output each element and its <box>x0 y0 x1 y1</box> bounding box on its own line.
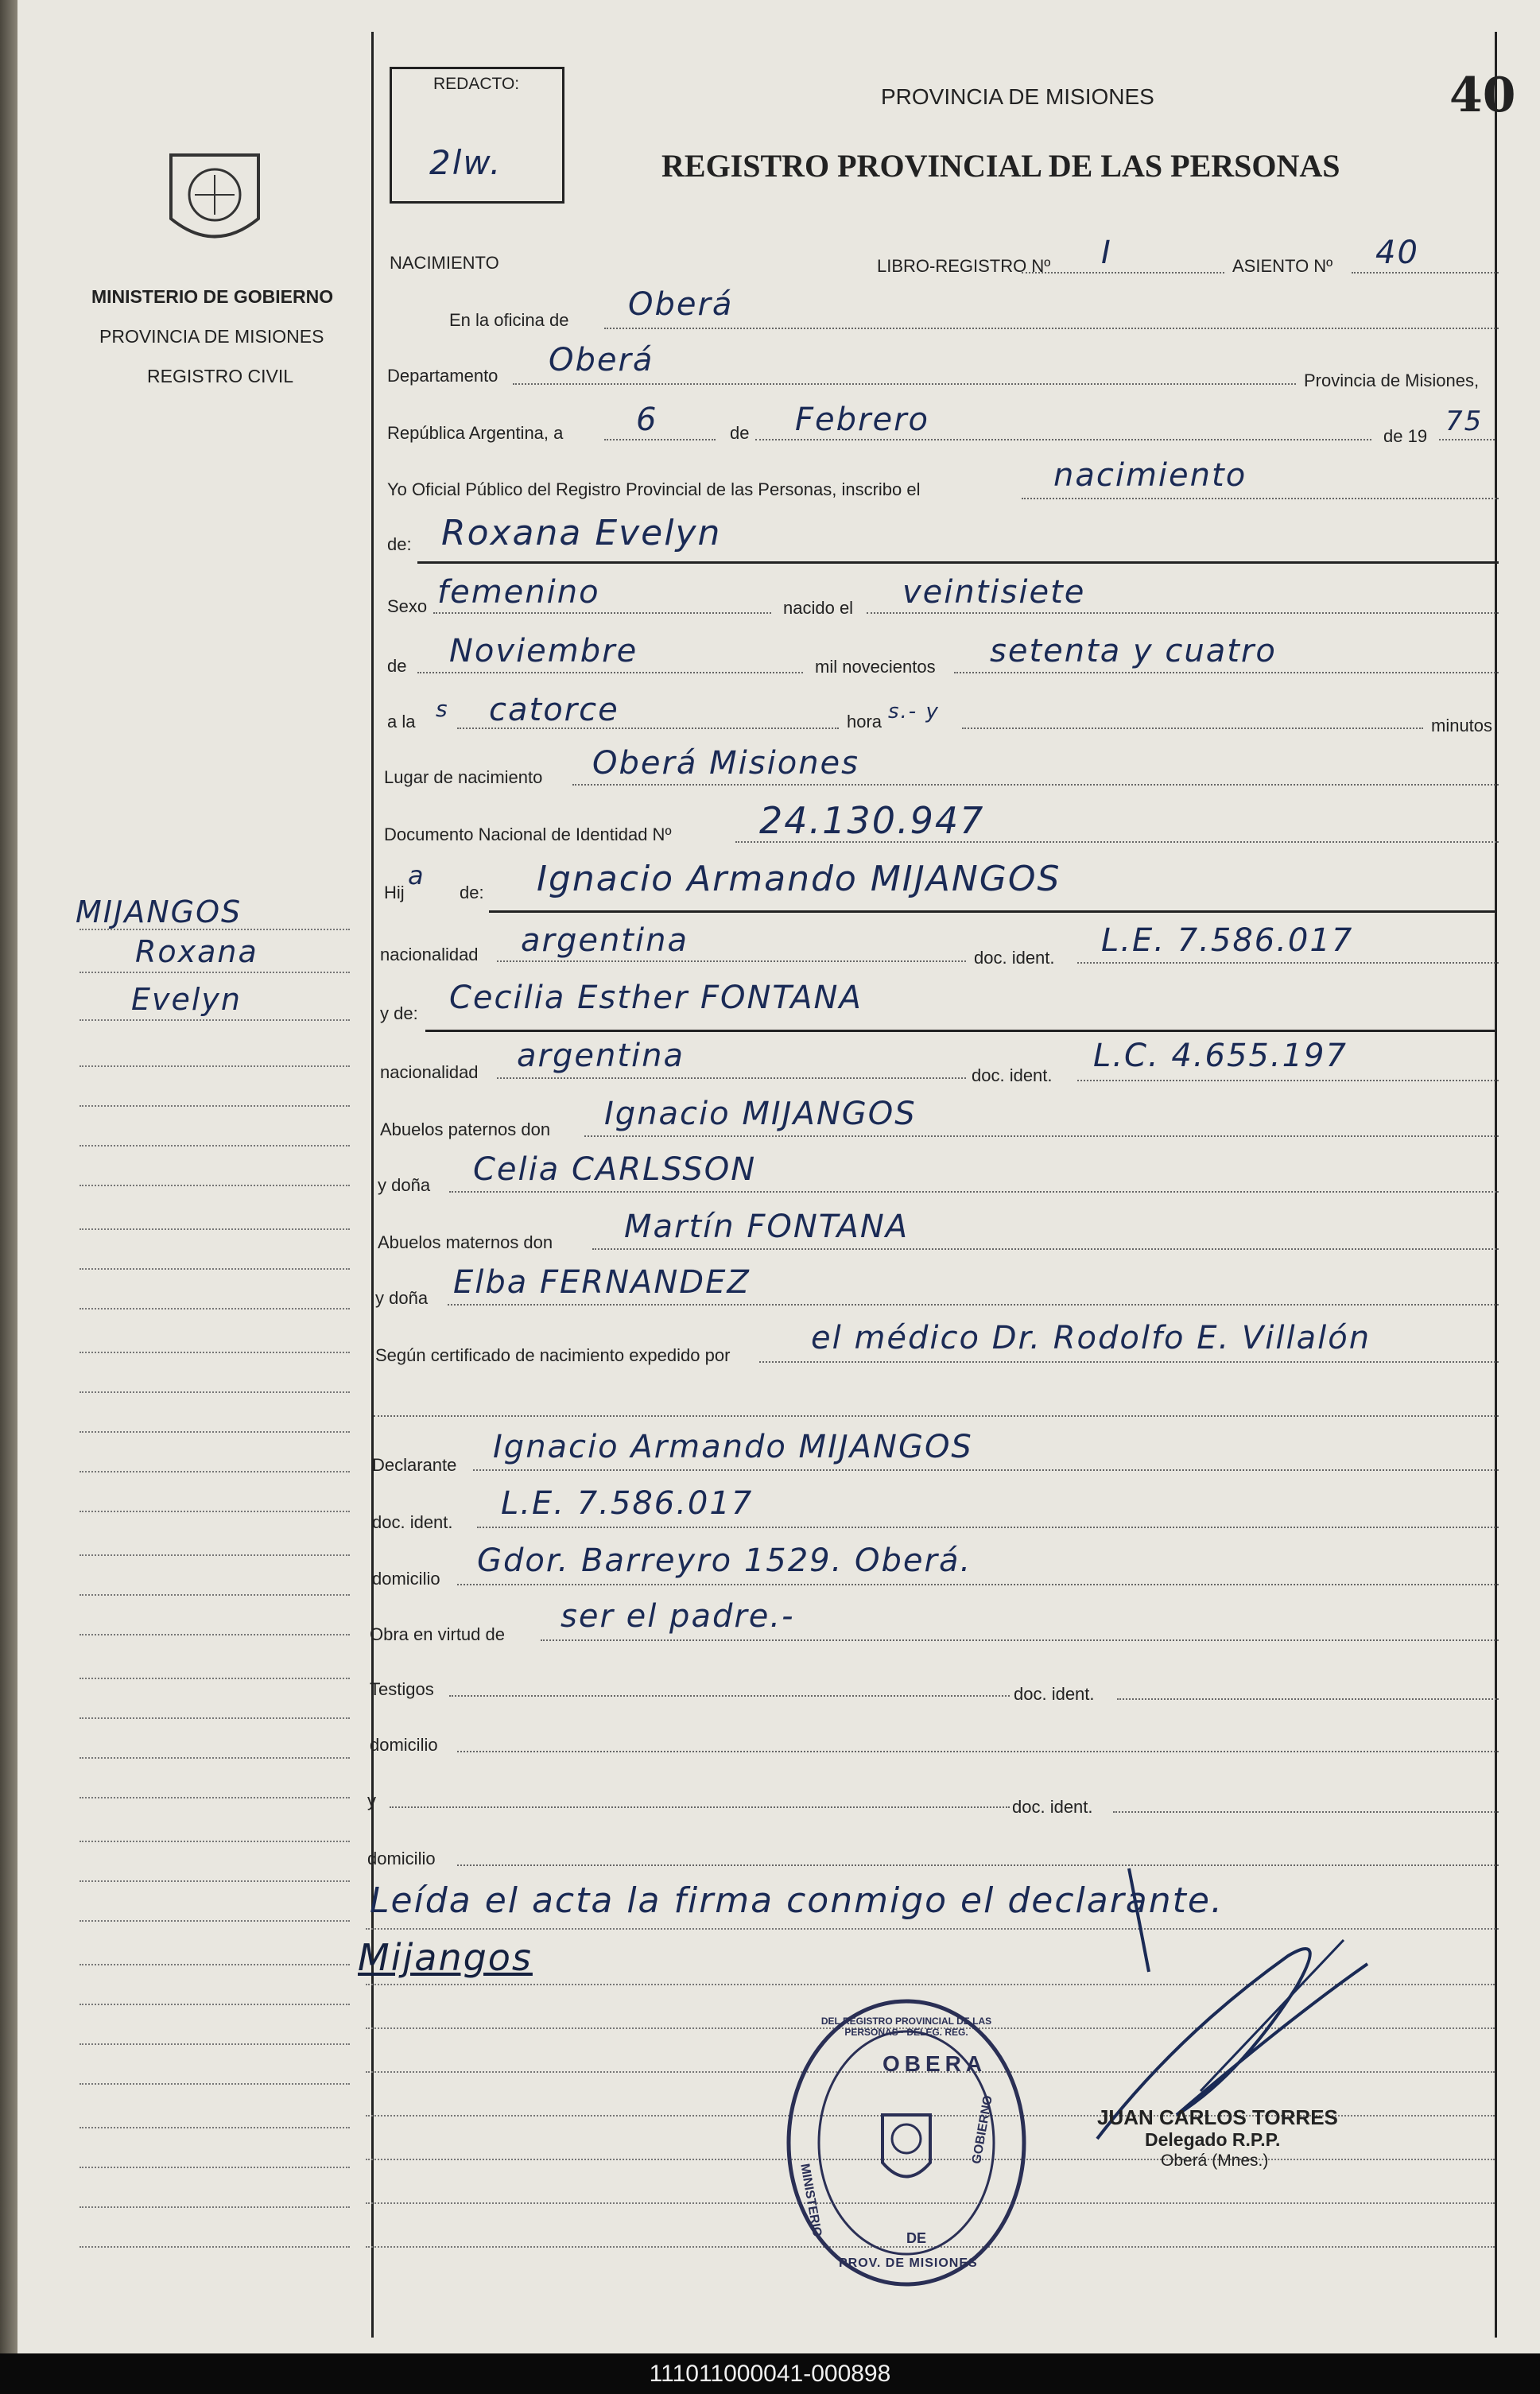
nacido-label: nacido el <box>783 598 854 618</box>
stamp-ring-text: DEL REGISTRO PROVINCIAL DE LAS PERSONAS · DELEG. REG. <box>820 2016 992 2038</box>
abuela-mat-value: Elba FERNANDEZ <box>453 1264 751 1301</box>
doc-testigo2-label: doc. ident. <box>1012 1797 1093 1817</box>
doc-madre-value: L.C. 4.655.197 <box>1093 1038 1348 1074</box>
republica-label: República Argentina, a <box>387 423 564 443</box>
libro-value: I <box>1101 235 1112 271</box>
domicilio-testigo1-line <box>457 1751 1499 1752</box>
abuela-mat-line <box>448 1304 1499 1306</box>
mes-nac-value: Noviembre <box>449 633 638 669</box>
yde-label: y de: <box>380 1003 418 1023</box>
certificado-line-2 <box>374 1415 1499 1417</box>
asiento-value: 40 <box>1375 235 1419 271</box>
anio-label: de 19 <box>1383 426 1428 446</box>
inscribo-line <box>1022 498 1499 499</box>
obra-value: ser el padre.- <box>561 1598 795 1635</box>
left-margin-line <box>80 1431 350 1433</box>
sexo-label: Sexo <box>387 596 428 616</box>
madre-line <box>425 1030 1495 1032</box>
nac-padre-label: nacionalidad <box>380 945 479 964</box>
horas-suffix: s.- y <box>888 700 940 724</box>
left-margin-line <box>80 972 350 973</box>
de-label: de <box>730 423 750 443</box>
left-office: REGISTRO CIVIL <box>147 366 294 386</box>
doc-decl-value: L.E. 7.586.017 <box>501 1485 754 1522</box>
stamp-left: MINISTERIO <box>797 2163 824 2238</box>
abuelo-mat-line <box>592 1248 1499 1250</box>
redacto-value: 2lw. <box>429 143 502 182</box>
nacimiento-label: NACIMIENTO <box>390 253 499 273</box>
declarante-line <box>473 1469 1499 1471</box>
stamp-right: GOBIERNO <box>970 2094 995 2165</box>
de-nombre-label: de: <box>387 534 412 554</box>
minutos-label: minutos <box>1431 716 1493 735</box>
left-margin-line <box>80 929 350 930</box>
padre-line <box>489 910 1495 913</box>
stamp-bottom: PROV. DE MISIONES <box>839 2256 978 2270</box>
left-column-border <box>371 32 374 2338</box>
abuelo-pat-line <box>584 1135 1499 1137</box>
left-margin-line <box>80 2206 350 2208</box>
left-margin-line <box>80 2246 350 2248</box>
doc-decl-label: doc. ident. <box>372 1512 453 1532</box>
left-margin-line <box>80 1019 350 1021</box>
ala-label: a la <box>387 712 416 731</box>
certificado-label: Según certificado de nacimiento expedido por <box>375 1345 731 1365</box>
asiento-line <box>1352 272 1499 274</box>
declarant-signature: Mijangos <box>358 1936 533 1979</box>
lugar-value: Oberá Misiones <box>592 745 860 782</box>
nacido-line <box>867 612 1499 614</box>
left-margin-line <box>80 2127 350 2128</box>
stamp-de: DE <box>906 2230 927 2246</box>
nacido-value: veintisiete <box>902 574 1086 611</box>
margin-note-name1: Roxana <box>135 934 258 969</box>
mes-line <box>755 439 1371 440</box>
doc-padre-value: L.E. 7.586.017 <box>1101 922 1354 959</box>
nombre-line <box>417 561 1499 564</box>
departamento-line <box>513 383 1296 385</box>
doc-testigo2-line <box>1113 1811 1499 1813</box>
doc-padre-label: doc. ident. <box>974 948 1055 968</box>
doc-madre-label: doc. ident. <box>972 1065 1053 1085</box>
left-margin-line <box>80 1634 350 1635</box>
anio-line <box>1439 439 1495 440</box>
nac-madre-value: argentina <box>517 1038 685 1074</box>
domicilio-decl-label: domicilio <box>372 1569 440 1589</box>
nombre-value: Roxana Evelyn <box>441 513 722 553</box>
departamento-label: Departamento <box>387 366 498 386</box>
left-margin-line <box>80 1268 350 1270</box>
testigo2-line <box>390 1806 1010 1808</box>
doc-testigo1-label: doc. ident. <box>1014 1684 1095 1704</box>
oficina-label: En la oficina de <box>449 310 569 330</box>
abuelo-mat-value: Martín FONTANA <box>624 1209 910 1245</box>
left-margin-line <box>80 1391 350 1393</box>
doc-madre-line <box>1077 1080 1499 1081</box>
mes-nac-line <box>417 672 803 673</box>
left-margin-line <box>80 1352 350 1353</box>
left-margin-line <box>80 2004 350 2005</box>
dona-pat-label: y doña <box>378 1175 431 1195</box>
hora-value: catorce <box>489 692 619 728</box>
padre-value: Ignacio Armando MIJANGOS <box>537 859 1061 899</box>
domicilio-testigo1-label: domicilio <box>370 1735 438 1755</box>
domicilio-testigo2-label: domicilio <box>367 1849 436 1868</box>
left-margin-line <box>80 1228 350 1230</box>
mil-label: mil novecientos <box>815 657 936 677</box>
obra-line <box>541 1639 1499 1641</box>
ministry-name: MINISTERIO DE GOBIERNO <box>91 286 334 307</box>
header-province: PROVINCIA DE MISIONES <box>881 84 1154 109</box>
abuelos-pat-label: Abuelos paternos don <box>380 1119 551 1139</box>
left-margin-line <box>80 1797 350 1798</box>
left-margin-line <box>80 1678 350 1679</box>
domicilio-decl-value: Gdor. Barreyro 1529. Oberá. <box>477 1542 972 1579</box>
doc-testigo1-line <box>1117 1698 1499 1700</box>
testigos-line <box>449 1695 1010 1697</box>
margin-note-surname: MIJANGOS <box>76 894 242 929</box>
page-number: 40 <box>1449 68 1516 123</box>
left-margin-line <box>80 1594 350 1596</box>
hij-de-label: de: <box>460 883 484 902</box>
official-role: Delegado R.P.P. <box>1145 2129 1281 2150</box>
dona-mat-label: y doña <box>375 1288 429 1308</box>
minutos-line <box>962 728 1423 729</box>
abuela-pat-value: Celia CARLSSON <box>473 1151 757 1188</box>
left-margin-line <box>80 1105 350 1107</box>
y-label: y <box>367 1791 376 1810</box>
page-title: REGISTRO PROVINCIAL DE LAS PERSONAS <box>661 148 1340 184</box>
left-margin-line <box>80 2043 350 2045</box>
doc-padre-line <box>1077 962 1499 964</box>
mes-value: Febrero <box>795 402 929 438</box>
left-margin-line <box>80 1308 350 1310</box>
doc-decl-line <box>477 1527 1499 1528</box>
dni-value: 24.130.947 <box>759 799 985 842</box>
left-margin-line <box>80 1880 350 1882</box>
declarante-label: Declarante <box>372 1455 457 1475</box>
redacto-label: REDACTO: <box>433 75 520 93</box>
ala-suffix: s <box>436 696 449 722</box>
left-province: PROVINCIA DE MISIONES <box>99 326 324 347</box>
horas-label: hora <box>847 712 882 731</box>
anio-nac-value: setenta y cuatro <box>990 633 1277 669</box>
dia-value: 6 <box>636 402 658 438</box>
declarante-value: Ignacio Armando MIJANGOS <box>493 1429 973 1465</box>
provincia-label: Provincia de Misiones, <box>1304 371 1480 390</box>
left-margin-line <box>80 1065 350 1067</box>
abuelos-mat-label: Abuelos maternos don <box>378 1232 553 1252</box>
inscribo-label: Yo Oficial Público del Registro Provincial de las Personas, inscribo el <box>387 479 921 499</box>
sexo-value: femenino <box>437 574 600 611</box>
left-margin-line <box>80 1511 350 1512</box>
de2-label: de <box>387 656 407 676</box>
abuelo-pat-value: Ignacio MIJANGOS <box>604 1096 917 1132</box>
domicilio-decl-line <box>457 1584 1499 1585</box>
right-column-border <box>1495 32 1497 2338</box>
anio-nac-line <box>954 672 1499 673</box>
dia-line <box>604 439 716 440</box>
sexo-line <box>433 612 771 614</box>
left-margin-line <box>80 1841 350 1842</box>
left-margin-line <box>80 1554 350 1556</box>
dni-label: Documento Nacional de Identidad Nº <box>384 825 672 844</box>
left-margin-line <box>80 1757 350 1759</box>
nac-madre-label: nacionalidad <box>380 1062 479 1082</box>
stamp-city: OBERA <box>882 2051 987 2076</box>
left-margin-line <box>80 1145 350 1147</box>
lugar-line <box>572 784 1499 786</box>
left-margin-line <box>80 1471 350 1472</box>
nac-madre-line <box>497 1077 966 1079</box>
coat-of-arms-icon <box>163 147 266 258</box>
left-margin-line <box>80 1920 350 1922</box>
oficina-value: Oberá <box>628 286 734 323</box>
hij-suffix: a <box>408 860 425 890</box>
margin-note-name2: Evelyn <box>131 982 242 1017</box>
departamento-value: Oberá <box>549 342 654 378</box>
oficina-line <box>604 328 1499 329</box>
anio-value: 75 <box>1445 405 1484 437</box>
left-margin-line <box>80 2167 350 2168</box>
certificado-line <box>759 1361 1499 1363</box>
nac-padre-line <box>497 960 966 962</box>
official-name: JUAN CARLOS TORRES <box>1097 2105 1338 2129</box>
left-margin-line <box>80 1185 350 1186</box>
libro-label: LIBRO-REGISTRO Nº <box>877 256 1051 276</box>
document-code: 111011000041-000898 <box>0 2353 1540 2394</box>
testigos-label: Testigos <box>370 1679 434 1699</box>
book-binding <box>0 0 17 2353</box>
hij-label: Hij <box>384 883 405 902</box>
obra-label: Obra en virtud de <box>370 1624 505 1644</box>
left-margin-line <box>80 1717 350 1719</box>
left-margin-line <box>80 2083 350 2085</box>
left-margin-line <box>80 1964 350 1965</box>
libro-line <box>1022 272 1224 274</box>
official-place: Oberá (Mnes.) <box>1161 2151 1269 2170</box>
certificado-value: el médico Dr. Rodolfo E. Villalón <box>811 1320 1371 1356</box>
abuela-pat-line <box>449 1191 1499 1193</box>
nac-padre-value: argentina <box>521 922 689 959</box>
lugar-label: Lugar de nacimiento <box>384 767 543 787</box>
inscribo-value: nacimiento <box>1053 457 1247 494</box>
madre-value: Cecilia Esther FONTANA <box>449 980 863 1016</box>
closing-note: Leída el acta la firma conmigo el declarante. <box>370 1880 1224 1921</box>
asiento-label: ASIENTO Nº <box>1232 256 1333 276</box>
